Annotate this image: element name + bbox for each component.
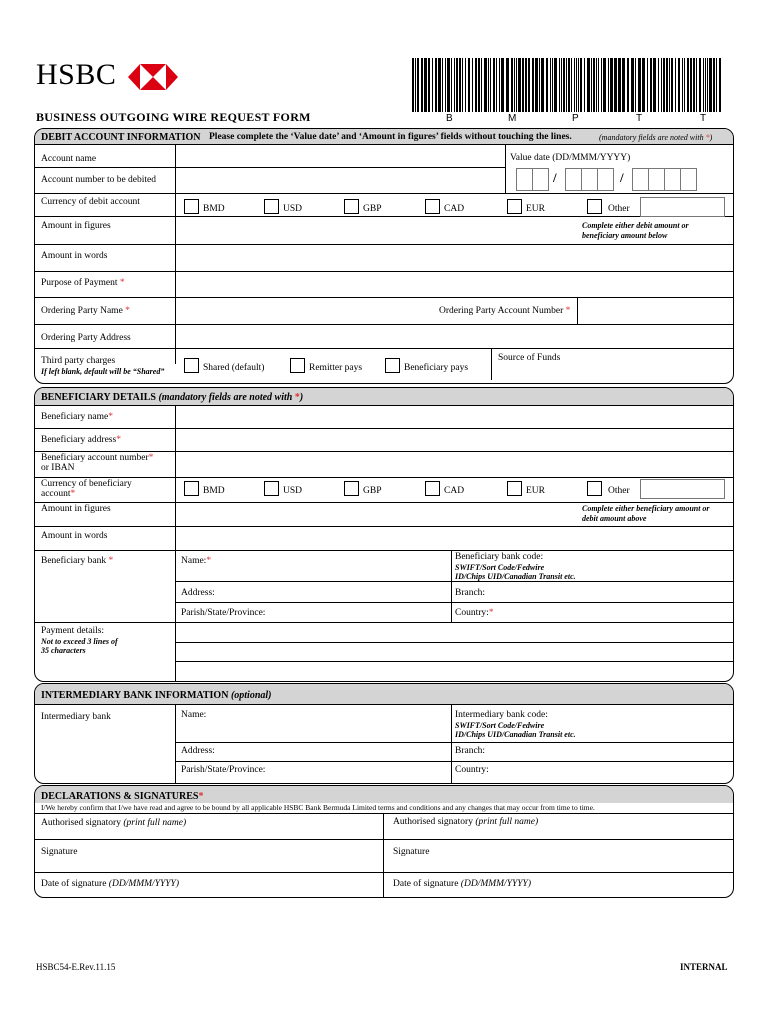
int-code-note-2: ID/Chips UID/Canadian Transit etc. bbox=[455, 730, 576, 739]
ben-currency-gbp: GBP bbox=[363, 486, 382, 496]
ordering-name-label: Ordering Party Name * bbox=[41, 306, 130, 316]
declarations-title: DECLARATIONS & SIGNATURES* bbox=[41, 791, 204, 802]
currency-eur: EUR bbox=[526, 204, 545, 214]
beneficiary-section-title: BENEFICIARY DETAILS (mandatory fields are noted with *) bbox=[41, 392, 304, 403]
int-name-label: Name: bbox=[181, 710, 207, 720]
beneficiary-name-label: Beneficiary name* bbox=[41, 412, 114, 422]
int-address-label: Address: bbox=[181, 746, 215, 756]
account-name-label: Account name bbox=[41, 154, 97, 164]
ben-checkbox-eur[interactable] bbox=[507, 481, 522, 496]
beneficiary-account-label: Beneficiary account number* bbox=[41, 453, 154, 463]
payment-details-note: Not to exceed 3 lines of bbox=[41, 637, 118, 646]
barcode-label: B bbox=[446, 113, 453, 124]
ben-amount-note: Complete either beneficiary amount or bbox=[582, 504, 710, 513]
debit-currency-label: Currency of debit account bbox=[41, 197, 140, 207]
debit-amount-words-label: Amount in words bbox=[41, 251, 108, 261]
barcode-label: P bbox=[572, 113, 579, 124]
checkbox-remitter-pays[interactable] bbox=[290, 358, 305, 373]
payment-details-label: Payment details: bbox=[41, 626, 105, 636]
third-party-label: Third party charges bbox=[41, 356, 116, 366]
other-currency-input[interactable] bbox=[640, 197, 725, 217]
debit-amount-note: Complete either debit amount or bbox=[582, 221, 689, 230]
signature-label-1: Signature bbox=[41, 847, 78, 857]
debit-instruction: Please complete the ‘Value date’ and ‘Amount in figures’ fields without touching the lines. bbox=[209, 132, 572, 142]
ben-amount-note: debit amount above bbox=[582, 514, 647, 523]
purpose-label: Purpose of Payment * bbox=[41, 278, 125, 288]
debit-section-title: DEBIT ACCOUNT INFORMATION bbox=[41, 132, 201, 143]
hsbc-hexagon-icon bbox=[128, 64, 178, 90]
int-branch-label: Branch: bbox=[455, 746, 486, 756]
currency-cad: CAD bbox=[444, 204, 465, 214]
date-year-box-3[interactable] bbox=[664, 168, 681, 191]
date-signature-label-1: Date of signature (DD/MMM/YYYY) bbox=[41, 879, 179, 889]
charge-remitter: Remitter pays bbox=[309, 363, 363, 373]
charge-beneficiary: Beneficiary pays bbox=[404, 363, 469, 373]
ben-currency-eur: EUR bbox=[526, 486, 545, 496]
ben-currency-cad: CAD bbox=[444, 486, 465, 496]
date-month-box-1[interactable] bbox=[565, 168, 582, 191]
checkbox-eur[interactable] bbox=[507, 199, 522, 214]
ben-checkbox-bmd[interactable] bbox=[184, 481, 199, 496]
debit-mandatory-note: (mandatory fields are noted with *) bbox=[599, 133, 713, 142]
date-day-box-1[interactable] bbox=[516, 168, 533, 191]
third-party-note: If left blank, default will be “Shared” bbox=[41, 367, 165, 376]
auth-signatory-label-2: Authorised signatory (print full name) bbox=[393, 817, 539, 827]
debit-amount-note: beneficiary amount below bbox=[582, 231, 668, 240]
beneficiary-currency-label: Currency of beneficiary bbox=[41, 479, 132, 489]
beneficiary-bank-label: Beneficiary bank * bbox=[41, 556, 114, 566]
ordering-account-label: Ordering Party Account Number * bbox=[439, 306, 571, 316]
checkbox-gbp[interactable] bbox=[344, 199, 359, 214]
ben-bank-code-note-2: ID/Chips UID/Canadian Transit etc. bbox=[455, 572, 576, 581]
signature-label-2: Signature bbox=[393, 847, 430, 857]
intermediary-section bbox=[34, 683, 734, 784]
payment-details-note-2: 35 characters bbox=[41, 646, 86, 655]
date-year-box-1[interactable] bbox=[632, 168, 649, 191]
ben-bank-code-label: Beneficiary bank code: bbox=[455, 552, 544, 562]
ben-branch-label: Branch: bbox=[455, 588, 486, 598]
ben-currency-other: Other bbox=[608, 486, 630, 496]
barcode-label: T bbox=[700, 113, 707, 124]
debit-account-section bbox=[34, 128, 734, 384]
classification-label: INTERNAL bbox=[680, 962, 728, 972]
ben-other-currency-input[interactable] bbox=[640, 479, 725, 499]
date-year-box-2[interactable] bbox=[648, 168, 665, 191]
beneficiary-section bbox=[34, 387, 734, 682]
ben-currency-usd: USD bbox=[283, 486, 303, 496]
date-separator: / bbox=[620, 170, 624, 185]
int-country-label: Country: bbox=[455, 765, 489, 775]
currency-usd: USD bbox=[283, 204, 303, 214]
checkbox-other[interactable] bbox=[587, 199, 602, 214]
date-signature-label-2: Date of signature (DD/MMM/YYYY) bbox=[393, 879, 531, 889]
ben-amount-figures-label: Amount in figures bbox=[41, 504, 111, 514]
date-month-box-2[interactable] bbox=[581, 168, 598, 191]
checkbox-usd[interactable] bbox=[264, 199, 279, 214]
ordering-address-label: Ordering Party Address bbox=[41, 333, 131, 343]
form-title: BUSINESS OUTGOING WIRE REQUEST FORM bbox=[36, 110, 311, 124]
date-month-box-3[interactable] bbox=[597, 168, 614, 191]
value-date-label: Value date (DD/MMM/YYYY) bbox=[510, 153, 631, 163]
source-funds-label: Source of Funds bbox=[498, 353, 561, 363]
ben-parish-label: Parish/State/Province: bbox=[181, 608, 266, 618]
checkbox-shared[interactable] bbox=[184, 358, 199, 373]
int-code-note: SWIFT/Sort Code/Fedwire bbox=[455, 721, 545, 730]
ben-bank-address-label: Address: bbox=[181, 588, 215, 598]
checkbox-cad[interactable] bbox=[425, 199, 440, 214]
charge-shared: Shared (default) bbox=[203, 363, 265, 373]
currency-gbp: GBP bbox=[363, 204, 382, 214]
date-year-box-4[interactable] bbox=[680, 168, 697, 191]
declarations-section bbox=[34, 785, 734, 898]
ben-checkbox-other[interactable] bbox=[587, 481, 602, 496]
declaration-text: I/We hereby confirm that I/we have read and agree to be bound by all applicable HSBC Bank Bermuda Limited terms and conditions and any changes that may occur from time to time. bbox=[41, 803, 595, 812]
account-number-label: Account number to be debited bbox=[41, 175, 157, 185]
ben-currency-bmd: BMD bbox=[203, 486, 225, 496]
auth-signatory-label-1: Authorised signatory (print full name) bbox=[41, 818, 187, 828]
intermediary-bank-label: Intermediary bank bbox=[41, 712, 111, 722]
beneficiary-account-label-2: or IBAN bbox=[41, 463, 75, 473]
checkbox-bmd[interactable] bbox=[184, 199, 199, 214]
form-code: HSBC54-E.Rev.11.15 bbox=[36, 962, 116, 972]
debit-amount-figures-label: Amount in figures bbox=[41, 221, 111, 231]
barcode-image bbox=[412, 58, 722, 112]
ben-bank-name-label: Name:* bbox=[181, 556, 212, 566]
hsbc-logo-text: HSBC bbox=[36, 58, 117, 91]
ben-checkbox-usd[interactable] bbox=[264, 481, 279, 496]
barcode-label: M bbox=[508, 113, 517, 124]
ben-amount-words-label: Amount in words bbox=[41, 531, 108, 541]
date-separator: / bbox=[553, 170, 557, 185]
barcode-label: T bbox=[636, 113, 643, 124]
ben-checkbox-cad[interactable] bbox=[425, 481, 440, 496]
barcode-labels bbox=[412, 113, 722, 125]
ben-country-label: Country:* bbox=[455, 608, 494, 618]
int-code-label: Intermediary bank code: bbox=[455, 710, 548, 720]
ben-checkbox-gbp[interactable] bbox=[344, 481, 359, 496]
beneficiary-currency-label-2: account* bbox=[41, 489, 76, 499]
int-parish-label: Parish/State/Province: bbox=[181, 765, 266, 775]
currency-other: Other bbox=[608, 204, 630, 214]
ben-bank-code-note: SWIFT/Sort Code/Fedwire bbox=[455, 563, 545, 572]
beneficiary-address-label: Beneficiary address* bbox=[41, 435, 121, 445]
checkbox-beneficiary-pays[interactable] bbox=[385, 358, 400, 373]
currency-bmd: BMD bbox=[203, 204, 225, 214]
intermediary-section-title: INTERMEDIARY BANK INFORMATION (optional) bbox=[41, 690, 272, 701]
date-day-box-2[interactable] bbox=[532, 168, 549, 191]
